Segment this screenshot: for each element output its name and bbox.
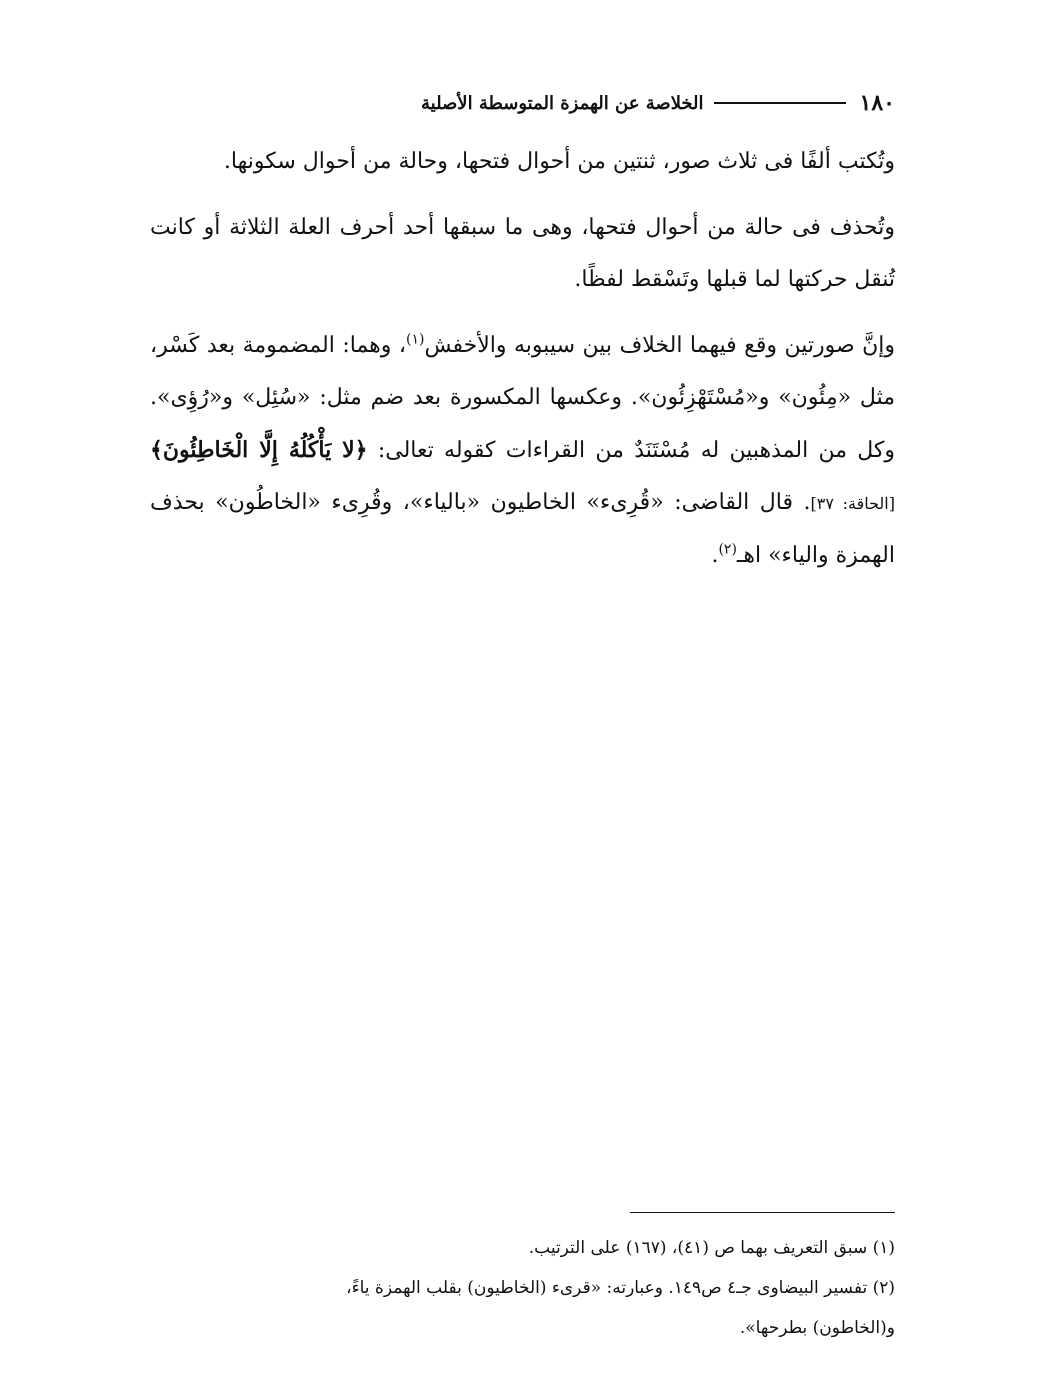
quran-verse: ﴿لا يَأْكُلُهُ إِلَّا الْخَاطِئُونَ﴾ [150, 437, 368, 463]
paragraph-3-part-b: ، وهما: المضمومة بعد كَسْر، مثل «مِئُون» و«مُسْتَهْزِئُون». وعكسها المكسورة بعد ضم مثل: «سُئِل» و«رُؤِى». وكل من المذهبين له مُسْتَنَدٌ من القراءات كقوله تعالى: [150, 333, 896, 463]
verse-reference: [الحاقة: ٣٧] [810, 494, 895, 513]
footnote-marker-1: (١) [406, 331, 425, 348]
footnote-marker-2: (٢) [718, 541, 737, 558]
paragraph-3 [150, 320, 895, 582]
running-title: الخلاصة عن الهمزة المتوسطة الأصلية [420, 92, 704, 114]
footnote-separator [630, 1212, 895, 1213]
footnote-1: (١) سبق التعريف بهما ص (٤١)، (١٦٧) على الترتيب. [528, 1238, 895, 1258]
main-text [150, 136, 895, 596]
paragraph-2: وتُحذف فى حالة من أحوال فتحها، وهى ما سبقها أحد أحرف العلة الثلاثة أو كانت تُنقل حركتها لما قبلها وتَسْقط لفظًا. [150, 215, 895, 292]
footnote-2-line-2: و(الخاطون) بطرحها». [739, 1318, 895, 1338]
paragraph-3-end: . [711, 543, 719, 568]
page-header [150, 86, 895, 120]
footnote-2-line-1: (٢) تفسير البيضاوى جـ٤ ص١٤٩. وعبارته: «قرىء (الخاطيون) بقلب الهمزة ياءً، [346, 1278, 895, 1298]
paragraph-3-part-c: . قال القاضى: «قُرِىء» الخاطيون «بالياء»، وقُرِىء «الخاطُون» بحذف الهمزة والياء» اهـ [150, 490, 895, 568]
page-number: ١٨٠ [859, 90, 895, 116]
paragraph-1: وتُكتب ألفًا فى ثلاث صور، ثنتين من أحوال فتحها، وحالة من أحوال سكونها. [223, 149, 895, 174]
header-rule [714, 102, 846, 104]
footnotes [150, 1228, 895, 1348]
paragraph-3-part-a: وإنَّ صورتين وقع فيهما الخلاف بين سيبوبه والأخفش [424, 333, 896, 358]
